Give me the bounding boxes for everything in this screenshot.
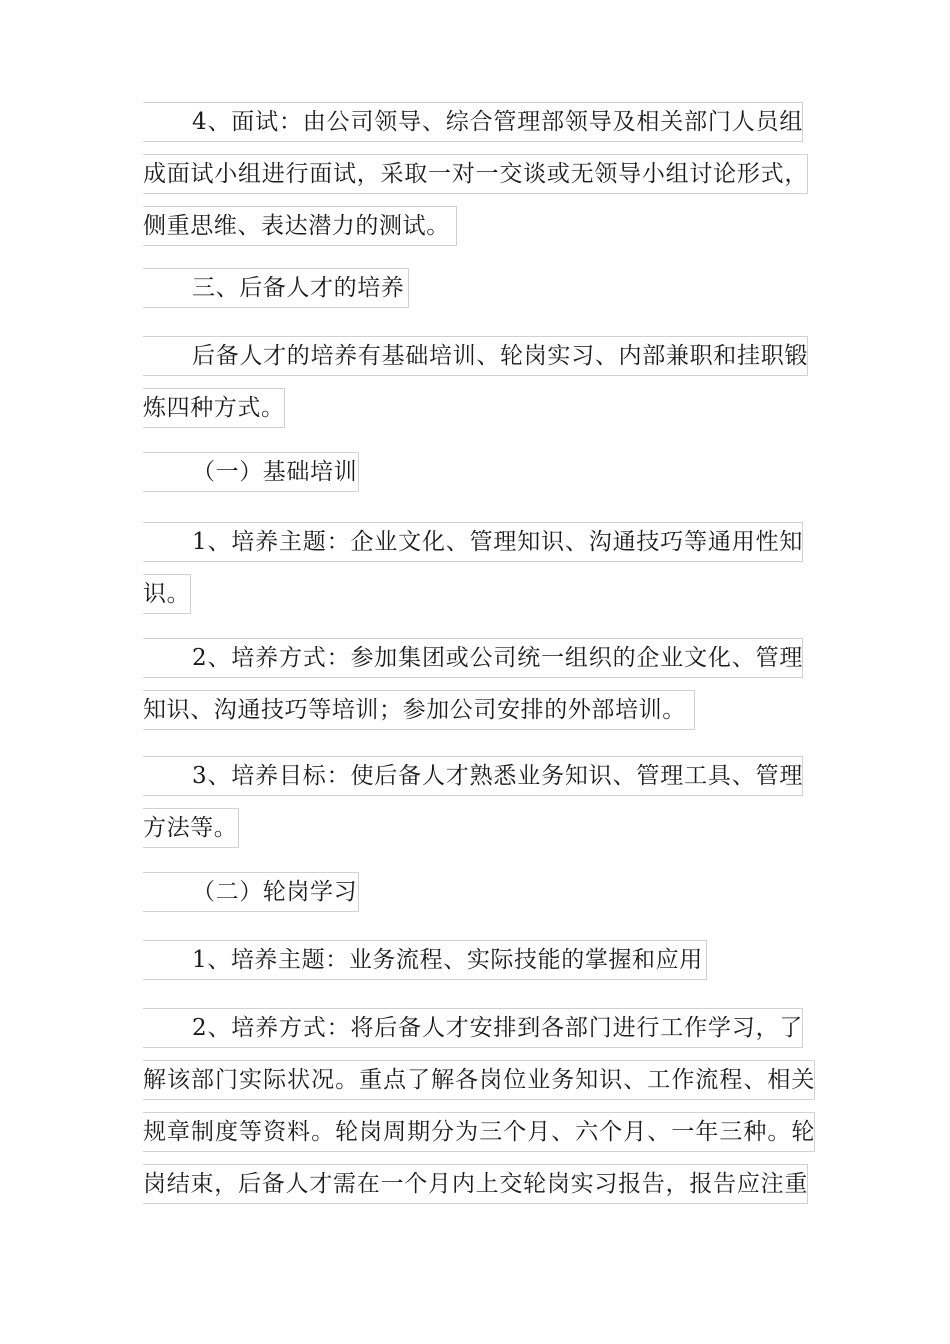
heading-line: （一）基础培训 [143, 446, 359, 498]
paragraph-basic-method [143, 632, 815, 736]
text-line: 后备人才的培养有基础培训、轮岗实习、内部兼职和挂职锻 [143, 330, 808, 382]
paragraph-basic-goal [143, 750, 815, 854]
paragraph-training-methods [143, 330, 815, 434]
text-line: 方法等。 [143, 802, 239, 854]
text-line: 岗结束，后备人才需在一个月内上交轮岗实习报告，报告应注重 [143, 1158, 808, 1210]
paragraph-rotation-method [143, 1002, 815, 1210]
section-heading-training [143, 262, 815, 314]
text-line: 1、培养主题：业务流程、实际技能的掌握和应用 [143, 934, 707, 986]
paragraph-rotation-topic [143, 934, 815, 986]
text-line: 1、培养主题：企业文化、管理知识、沟通技巧等通用性知 [143, 516, 803, 568]
text-line: 解该部门实际状况。重点了解各岗位业务知识、工作流程、相关 [143, 1054, 815, 1106]
text-line: 规章制度等资料。轮岗周期分为三个月、六个月、一年三种。轮 [143, 1106, 815, 1158]
text-line: 成面试小组进行面试，采取一对一交谈或无领导小组讨论形式， [143, 148, 808, 200]
text-line: 2、培养方式：将后备人才安排到各部门进行工作学习，了 [143, 1002, 803, 1054]
text-line: 识。 [143, 568, 191, 620]
subheading-rotation [143, 866, 815, 918]
subheading-basic-training [143, 446, 815, 498]
text-line: 知识、沟通技巧等培训；参加公司安排的外部培训。 [143, 684, 695, 736]
text-line: 4、面试：由公司领导、综合管理部领导及相关部门人员组 [143, 96, 803, 148]
paragraph-basic-topic [143, 516, 815, 620]
text-line: 侧重思维、表达潜力的测试。 [143, 200, 457, 252]
text-line: 炼四种方式。 [143, 382, 285, 434]
text-line: 2、培养方式：参加集团或公司统一组织的企业文化、管理 [143, 632, 803, 684]
paragraph-interview [143, 96, 815, 252]
heading-line: （二）轮岗学习 [143, 866, 359, 918]
text-line: 3、培养目标：使后备人才熟悉业务知识、管理工具、管理 [143, 750, 803, 802]
heading-line: 三、后备人才的培养 [143, 262, 409, 314]
